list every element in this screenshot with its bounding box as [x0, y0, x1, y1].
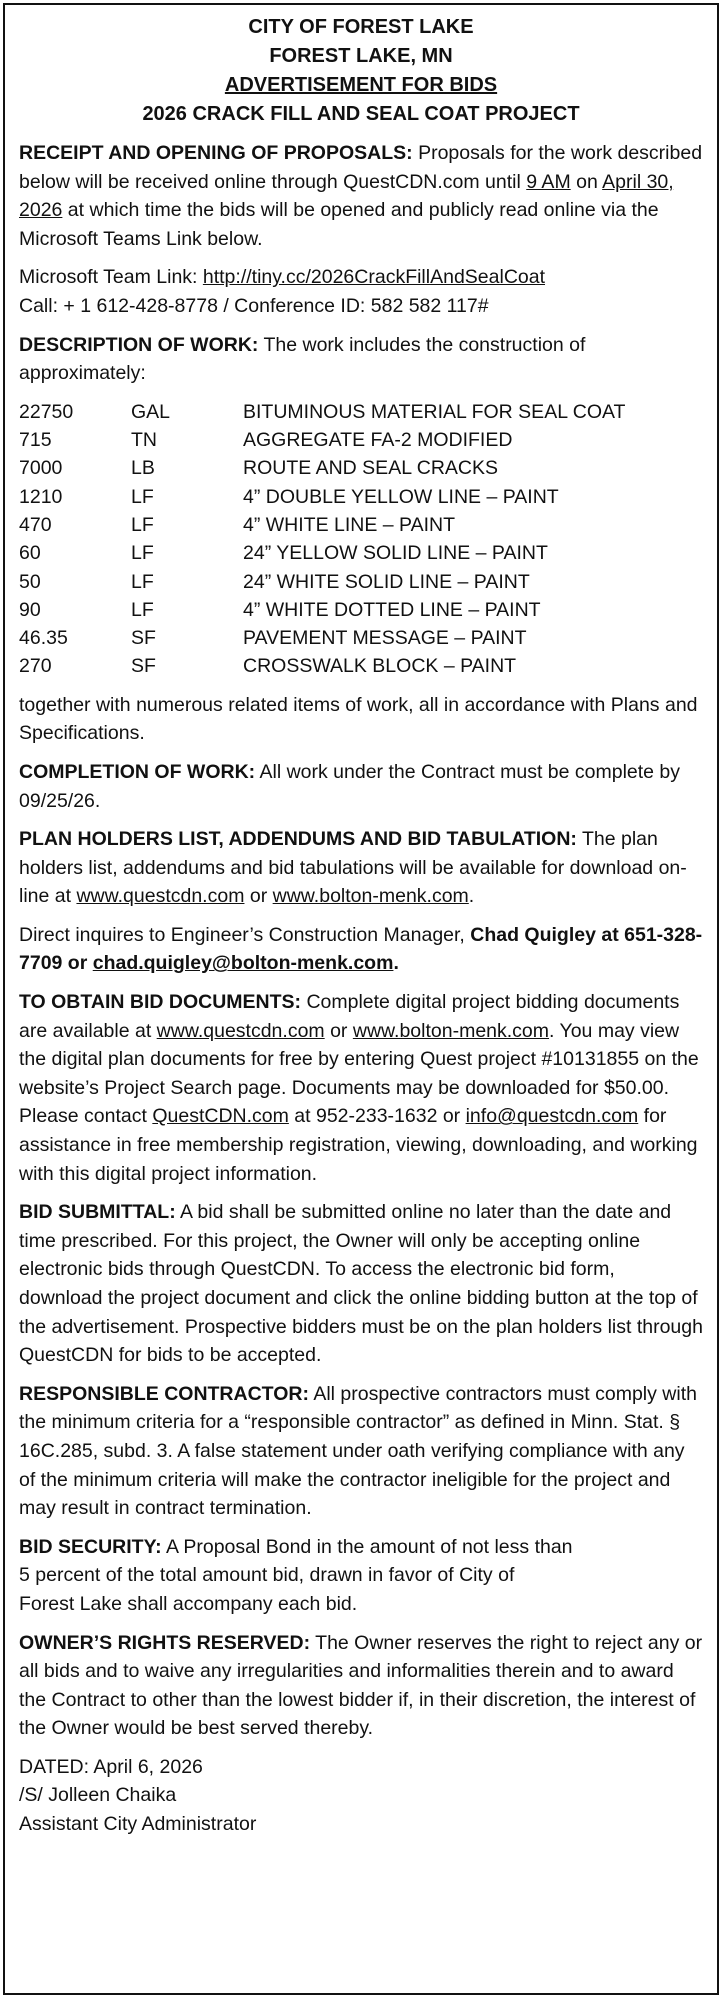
security-line-2: 5 percent of the total amount bid, drawn in favor of City of	[19, 1564, 515, 1587]
item-unit: SF	[131, 627, 156, 650]
responsible-contractor-section	[19, 1380, 703, 1523]
advertisement-document	[3, 3, 719, 1995]
item-unit: LF	[131, 570, 154, 593]
bolton-menk-link[interactable]: www.bolton-menk.com	[272, 885, 469, 908]
questcdn-link[interactable]: www.questcdn.com	[76, 885, 245, 908]
item-description: 4” WHITE LINE – PAINT	[243, 513, 456, 536]
work-item-row	[19, 568, 703, 596]
obtain-text-1: Complete digital project bidding documents are available at	[19, 991, 680, 1042]
inquiries-section	[19, 921, 703, 978]
planholders-heading: PLAN HOLDERS LIST, ADDENDUMS AND BID TABULATION:	[19, 828, 577, 851]
item-description: 4” DOUBLE YELLOW LINE – PAINT	[243, 485, 559, 508]
item-quantity: 60	[19, 542, 41, 565]
item-quantity: 715	[19, 429, 52, 452]
project-title: 2026 CRACK FILL AND SEAL COAT PROJECT	[142, 103, 580, 125]
work-item-row	[19, 596, 703, 624]
work-item-row	[19, 652, 703, 680]
bid-submittal-section	[19, 1198, 703, 1370]
work-item-row	[19, 511, 703, 539]
item-unit: TN	[131, 429, 157, 452]
item-quantity: 22750	[19, 400, 74, 423]
obtain-text-5: for assistance in free membership registration, viewing, downloading, and working with this digital project information.	[19, 1105, 698, 1185]
obtain-documents-section	[19, 988, 703, 1188]
security-line-3: Forest Lake shall accompany each bid.	[19, 1592, 358, 1615]
item-unit: LF	[131, 513, 154, 536]
obtain-text-4: at 952-233-1632 or	[288, 1105, 466, 1128]
city-name: CITY OF FOREST LAKE	[248, 16, 474, 38]
city-location: FOREST LAKE, MN	[269, 45, 453, 67]
item-quantity: 46.35	[19, 627, 68, 650]
item-quantity: 50	[19, 570, 41, 593]
description-text: The work includes the construction of approximately:	[19, 333, 586, 385]
completion-heading: COMPLETION OF WORK:	[19, 760, 256, 783]
item-quantity: 7000	[19, 457, 63, 480]
completion-section	[19, 758, 703, 815]
bolton-menk-link[interactable]: www.bolton-menk.com	[352, 1019, 550, 1042]
security-line-1: A Proposal Bond in the amount of not less than	[161, 1535, 573, 1558]
work-item-row	[19, 483, 703, 511]
bid-security-section	[19, 1533, 703, 1619]
signer-title: Assistant City Administrator	[19, 1812, 257, 1835]
questcdn-com-link[interactable]: QuestCDN.com	[152, 1105, 289, 1128]
inquiries-text: Direct inquires to Engineer’s Construction Manager,	[19, 923, 471, 946]
obtain-heading: TO OBTAIN BID DOCUMENTS:	[19, 991, 302, 1014]
item-description: CROSSWALK BLOCK – PAINT	[243, 655, 517, 678]
item-description: AGGREGATE FA-2 MODIFIED	[243, 429, 513, 452]
receipt-heading: RECEIPT AND OPENING OF PROPOSALS:	[19, 142, 413, 164]
rights-text: The Owner reserves the right to reject any or all bids and to waive any irregularities and informalities therein and to award the Contract to other than the lowest bidder if, in their discretion, the interest of the Owner would be best served thereby.	[19, 1631, 703, 1740]
receipt-text-3: at which time the bids will be opened and publicly read online via the Microsoft Teams Link below.	[19, 199, 659, 250]
item-description: 4” WHITE DOTTED LINE – PAINT	[243, 598, 541, 621]
item-quantity: 1210	[19, 485, 63, 508]
work-items-list	[19, 398, 703, 681]
receipt-text-2: on	[570, 170, 603, 193]
rights-heading: OWNER’S RIGHTS RESERVED:	[19, 1631, 311, 1654]
item-unit: LF	[131, 542, 154, 565]
related-items-text: together with numerous related items of work, all in accordance with Plans and Specifications.	[19, 693, 698, 745]
receipt-text-1: Proposals for the work described below will be received online through QuestCDN.com until	[19, 142, 703, 193]
contact-name-phone: Chad Quigley at 651-328-7709 or	[19, 923, 703, 975]
responsible-text: All prospective contractors must comply with the minimum criteria for a “responsible contractor” as defined in Minn. Stat. § 16C.285, subd. 3. A false statement under oath verifying compliance with any of the minimum criteria will make the contractor ineligible for the project and may result in contract termination.	[19, 1382, 697, 1520]
completion-text: All work under the Contract must be complete by 09/25/26.	[19, 760, 681, 812]
security-heading: BID SECURITY:	[19, 1535, 162, 1558]
document-header	[19, 13, 703, 129]
planholders-text-3: .	[468, 885, 475, 908]
item-quantity: 90	[19, 598, 41, 621]
contact-email-link[interactable]: chad.quigley@bolton-menk.com	[92, 952, 394, 975]
work-item-row	[19, 539, 703, 567]
advertisement-title: ADVERTISEMENT FOR BIDS	[224, 74, 498, 96]
planholders-text-2: or	[244, 885, 273, 908]
planholders-section	[19, 825, 703, 911]
item-unit: GAL	[131, 400, 171, 423]
description-section	[19, 331, 703, 388]
questcdn-link[interactable]: www.questcdn.com	[156, 1019, 325, 1042]
item-unit: SF	[131, 655, 156, 678]
item-description: PAVEMENT MESSAGE – PAINT	[243, 627, 527, 650]
item-quantity: 270	[19, 655, 52, 678]
teams-call-info: Call: + 1 612-428-8778 / Conference ID: 582 582 117#	[19, 294, 489, 317]
receipt-section	[19, 139, 703, 253]
inquiries-end: .	[393, 952, 399, 975]
work-item-row	[19, 398, 703, 426]
item-unit: LF	[131, 485, 154, 508]
submittal-text: A bid shall be submitted online no later than the date and time prescribed. For this project, the Owner will only be accepting online electronic bids through QuestCDN. To access the electronic bid form, download the project document and click the online bidding button at the top of the advertisement. Prospective bidders must be on the plan holders list through QuestCDN for bids to be accepted.	[19, 1201, 703, 1367]
planholders-text-1: The plan holders list, addendums and bid tabulations will be available for download on-line at	[19, 828, 687, 908]
receipt-date: April 30, 2026	[19, 170, 674, 222]
dated-line: DATED: April 6, 2026	[19, 1755, 203, 1778]
item-description: BITUMINOUS MATERIAL FOR SEAL COAT	[243, 400, 626, 423]
work-item-row	[19, 624, 703, 652]
teams-label: Microsoft Team Link:	[19, 266, 203, 289]
owners-rights-section	[19, 1629, 703, 1743]
item-description: 24” WHITE SOLID LINE – PAINT	[243, 570, 530, 593]
work-item-row	[19, 426, 703, 454]
obtain-text-2: or	[324, 1019, 353, 1042]
obtain-text-3: . You may view the digital plan documents for free by entering Quest project #10131855 on the website’s Project Search page. Documents may be downloaded for $50.00. Please contact	[19, 1019, 699, 1128]
teams-link[interactable]: http://tiny.cc/2026CrackFillAndSealCoat	[202, 266, 546, 289]
submittal-heading: BID SUBMITTAL:	[19, 1201, 176, 1224]
info-email-link[interactable]: info@questcdn.com	[465, 1105, 639, 1128]
signature-block	[19, 1753, 703, 1838]
signed-line: /S/ Jolleen Chaika	[19, 1784, 177, 1807]
responsible-heading: RESPONSIBLE CONTRACTOR:	[19, 1382, 309, 1405]
item-unit: LB	[131, 457, 155, 480]
item-description: ROUTE AND SEAL CRACKS	[243, 457, 499, 480]
teams-section	[19, 263, 703, 320]
work-item-row	[19, 454, 703, 482]
receipt-time: 9 AM	[526, 170, 571, 193]
item-description: 24” YELLOW SOLID LINE – PAINT	[243, 542, 548, 565]
item-quantity: 470	[19, 513, 52, 536]
item-unit: LF	[131, 598, 154, 621]
description-heading: DESCRIPTION OF WORK:	[19, 333, 259, 356]
